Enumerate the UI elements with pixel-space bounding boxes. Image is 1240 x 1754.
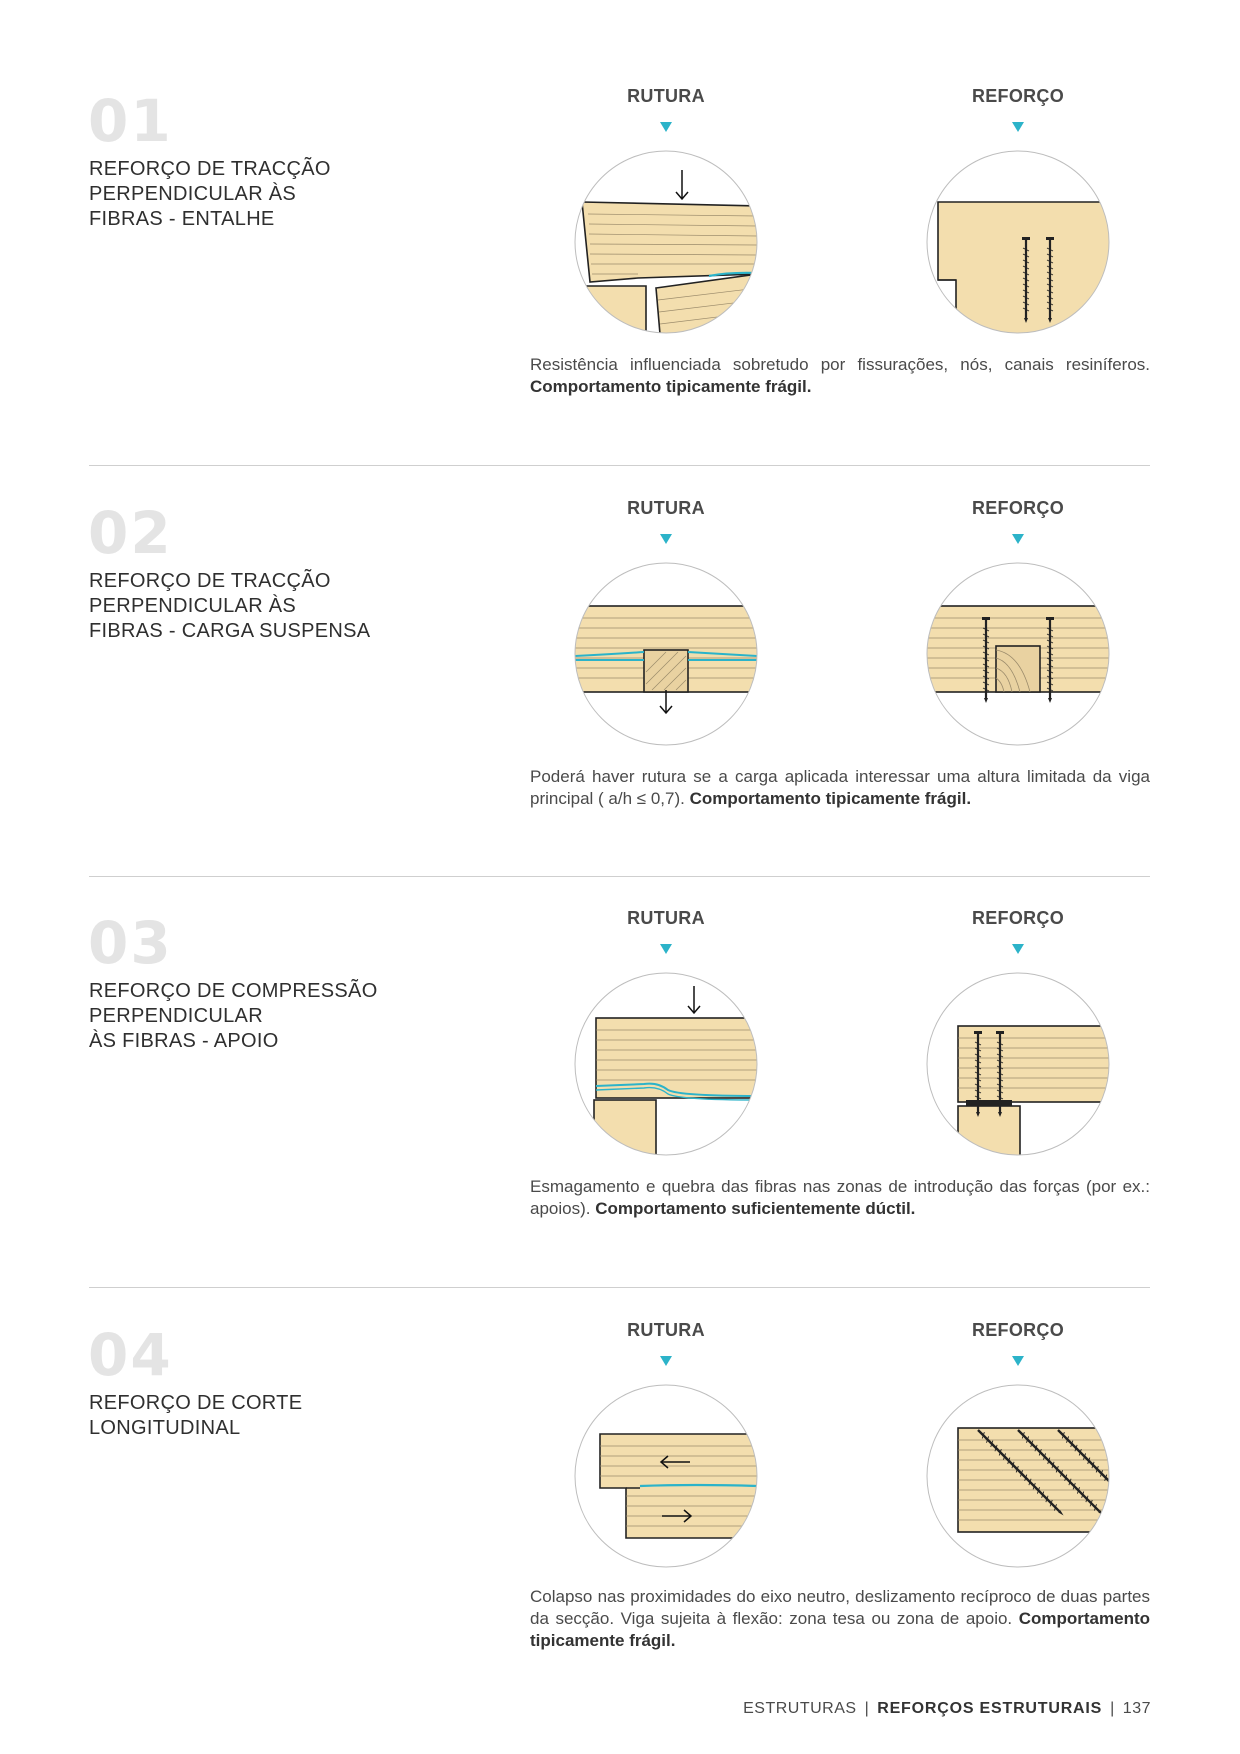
label-reforco: REFORÇO (971, 498, 1065, 518)
page-number: 137 (1122, 1700, 1151, 1717)
section-description: Poderá haver rutura se a carga aplicada interessar uma altura limitada da viga principal ( a/h ≤ 0,7). Comportamento tipicamente frágil. (530, 767, 1150, 808)
down-triangle-icon (660, 944, 672, 954)
label-rutura: RUTURA (627, 908, 705, 928)
label-reforco: REFORÇO (971, 1320, 1065, 1340)
page-footer: ESTRUTURAS | REFORÇOS ESTRUTURAIS | 137 (743, 1700, 1151, 1717)
down-triangle-icon (1012, 122, 1024, 132)
section-divider (89, 1287, 1150, 1288)
down-triangle-icon (1012, 944, 1024, 954)
reforco-shear-illustration (926, 1384, 1110, 1568)
footer-chapter: REFORÇOS ESTRUTURAIS (877, 1700, 1103, 1717)
down-triangle-icon (660, 534, 672, 544)
reforco-support-illustration (926, 972, 1110, 1156)
rutura-notch-illustration (574, 150, 758, 334)
section-03 (0, 908, 1240, 1324)
rutura-suspended-load-illustration (574, 562, 758, 746)
rutura-support-illustration (574, 972, 758, 1156)
section-description: Resistência influenciada sobretudo por fissurações, nós, canais resiníferos. Comportamento tipicamente frágil. (530, 355, 1150, 396)
section-title: REFORÇO DE TRACÇÃO PERPENDICULAR ÀS FIBRAS - ENTALHE (89, 158, 331, 230)
section-description: Esmagamento e quebra das fibras nas zonas de introdução das forças (por ex.: apoios). Comportamento suficientemente dúctil. (530, 1177, 1150, 1218)
section-number: 02 (88, 499, 173, 567)
section-divider (89, 465, 1150, 466)
section-01 (0, 86, 1240, 502)
section-04 (0, 1320, 1240, 1736)
label-reforco: REFORÇO (971, 86, 1065, 106)
label-rutura: RUTURA (627, 86, 705, 106)
section-title: REFORÇO DE COMPRESSÃO PERPENDICULAR ÀS FIBRAS - APOIO (89, 980, 378, 1052)
rutura-shear-illustration (574, 1384, 758, 1568)
down-triangle-icon (1012, 1356, 1024, 1366)
section-title: REFORÇO DE TRACÇÃO PERPENDICULAR ÀS FIBRAS - CARGA SUSPENSA (89, 570, 371, 642)
section-02 (0, 498, 1240, 914)
down-triangle-icon (660, 122, 672, 132)
reforco-suspended-load-illustration (926, 562, 1110, 746)
reforco-notch-illustration (926, 150, 1110, 334)
down-triangle-icon (1012, 534, 1024, 544)
label-rutura: RUTURA (627, 1320, 705, 1340)
section-number: 01 (88, 87, 173, 155)
footer-section: ESTRUTURAS (743, 1700, 857, 1717)
down-triangle-icon (660, 1356, 672, 1366)
section-title: REFORÇO DE CORTE LONGITUDINAL (89, 1392, 303, 1439)
section-divider (89, 876, 1150, 877)
section-number: 03 (88, 909, 173, 977)
label-rutura: RUTURA (627, 498, 705, 518)
section-description: Colapso nas proximidades do eixo neutro, deslizamento recíproco de duas partes da secção. Viga sujeita à flexão: zona tesa ou zona de apoio. Comportamento tipicamente frágil. (530, 1587, 1150, 1650)
section-number: 04 (88, 1321, 173, 1389)
label-reforco: REFORÇO (971, 908, 1065, 928)
